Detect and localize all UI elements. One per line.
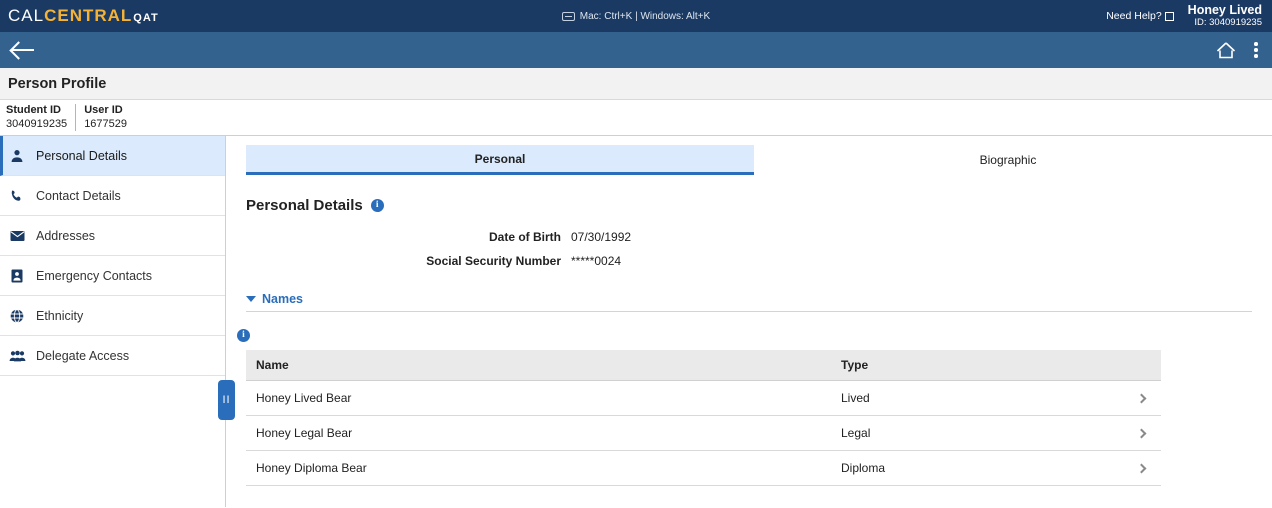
- tab-personal[interactable]: [246, 145, 754, 175]
- page-body: [0, 136, 1272, 507]
- names-table-info-row: [237, 324, 1272, 342]
- table-header-row: [246, 350, 1161, 381]
- kebab-dot: [1254, 54, 1258, 58]
- envelope-icon: [8, 230, 26, 242]
- chevron-right-icon[interactable]: [1136, 429, 1146, 439]
- field-value: 07/30/1992: [571, 230, 632, 244]
- user-id-block: [84, 104, 137, 132]
- student-id-label: Student ID: [6, 103, 61, 116]
- brand-bar: [0, 0, 1272, 32]
- id-strip: [0, 100, 1272, 136]
- navigation-bar-right: [1216, 41, 1262, 59]
- sidebar-item-delegate-access[interactable]: [0, 336, 225, 376]
- cell-name: Honey Diploma Bear: [246, 451, 831, 486]
- field-value: *****0024: [571, 254, 622, 268]
- names-table: [246, 350, 1161, 486]
- section-header-personal-details: [246, 197, 1272, 214]
- cell-type: Legal: [831, 416, 1121, 451]
- field-social-security-number: [226, 254, 1272, 268]
- table-row[interactable]: [246, 451, 1161, 486]
- external-link-icon: [1165, 12, 1174, 21]
- keyboard-icon: [562, 12, 575, 21]
- user-id-value: 1677529: [84, 117, 128, 130]
- sidebar-item-label: Personal Details: [36, 148, 128, 163]
- navigation-bar: [0, 32, 1272, 68]
- logo-qat-text: QAT: [133, 12, 159, 24]
- cell-type: Diploma: [831, 451, 1121, 486]
- student-id-block: [6, 104, 76, 132]
- column-header-type: Type: [831, 350, 1121, 381]
- column-header-name: Name: [246, 350, 831, 381]
- names-section-title: Names: [262, 292, 303, 306]
- row-detail-cell: [1121, 451, 1161, 486]
- sidebar-item-label: Emergency Contacts: [36, 268, 153, 283]
- sidebar: [0, 136, 226, 507]
- row-detail-cell: [1121, 416, 1161, 451]
- home-icon[interactable]: [1216, 41, 1236, 59]
- main-content: [226, 136, 1272, 507]
- chevron-down-icon: [246, 296, 256, 302]
- field-label: Social Security Number: [426, 254, 561, 268]
- sidebar-item-addresses[interactable]: [0, 216, 225, 256]
- sidebar-item-label: Ethnicity: [36, 308, 84, 323]
- sidebar-item-contact-details[interactable]: [0, 176, 225, 216]
- contact-card-icon: [8, 269, 26, 283]
- need-help-label: Need Help?: [1106, 9, 1162, 22]
- info-icon[interactable]: i: [237, 329, 250, 342]
- kebab-dot: [1254, 48, 1258, 52]
- row-detail-cell: [1121, 381, 1161, 416]
- tab-bar: [246, 145, 1262, 175]
- sidebar-collapse-handle[interactable]: [218, 380, 235, 420]
- user-id-label: User ID: [84, 103, 123, 116]
- info-icon[interactable]: i: [371, 199, 384, 212]
- sidebar-item-label: Addresses: [36, 228, 96, 243]
- field-label: Date of Birth: [489, 230, 561, 244]
- cell-name: Honey Lived Bear: [246, 381, 831, 416]
- more-actions-icon[interactable]: [1254, 41, 1258, 59]
- keyboard-shortcut-text: Mac: Ctrl+K | Windows: Alt+K: [579, 10, 711, 22]
- user-id: ID: 3040919235: [1194, 16, 1262, 28]
- kebab-dot: [1254, 42, 1258, 46]
- user-name: Honey Lived: [1187, 3, 1262, 18]
- sidebar-item-label: Delegate Access: [36, 348, 130, 363]
- tab-biographic[interactable]: [754, 145, 1262, 175]
- column-header-actions: [1121, 350, 1161, 381]
- people-icon: [8, 350, 26, 362]
- tab-label: Biographic: [979, 153, 1037, 167]
- need-help-link[interactable]: [1106, 10, 1173, 22]
- person-icon: [8, 149, 26, 163]
- brand-bar-right: [1106, 3, 1264, 28]
- user-identity[interactable]: [1188, 3, 1264, 28]
- calcentral-logo[interactable]: [8, 6, 159, 26]
- logo-central-text: CENTRAL: [44, 6, 133, 25]
- table-row[interactable]: [246, 416, 1161, 451]
- collapse-handle-label: II: [222, 393, 231, 406]
- globe-icon: [8, 309, 26, 323]
- chevron-right-icon[interactable]: [1136, 394, 1146, 404]
- table-row[interactable]: [246, 381, 1161, 416]
- back-arrow-icon[interactable]: [10, 39, 36, 61]
- student-id-value: 3040919235: [6, 117, 68, 130]
- names-section-toggle[interactable]: [246, 292, 1252, 312]
- sidebar-item-personal-details[interactable]: [0, 136, 225, 176]
- keyboard-shortcut-hint: [0, 11, 1272, 22]
- sidebar-item-ethnicity[interactable]: [0, 296, 225, 336]
- logo-cal-text: CAL: [8, 6, 45, 25]
- phone-icon: [8, 189, 26, 203]
- page-title: Person Profile: [0, 68, 1272, 100]
- chevron-right-icon[interactable]: [1136, 464, 1146, 474]
- cell-type: Lived: [831, 381, 1121, 416]
- section-title: Personal Details: [246, 197, 363, 214]
- tab-label: Personal: [474, 151, 526, 166]
- sidebar-item-label: Contact Details: [36, 188, 121, 203]
- sidebar-item-emergency-contacts[interactable]: [0, 256, 225, 296]
- field-date-of-birth: [226, 230, 1272, 244]
- cell-name: Honey Legal Bear: [246, 416, 831, 451]
